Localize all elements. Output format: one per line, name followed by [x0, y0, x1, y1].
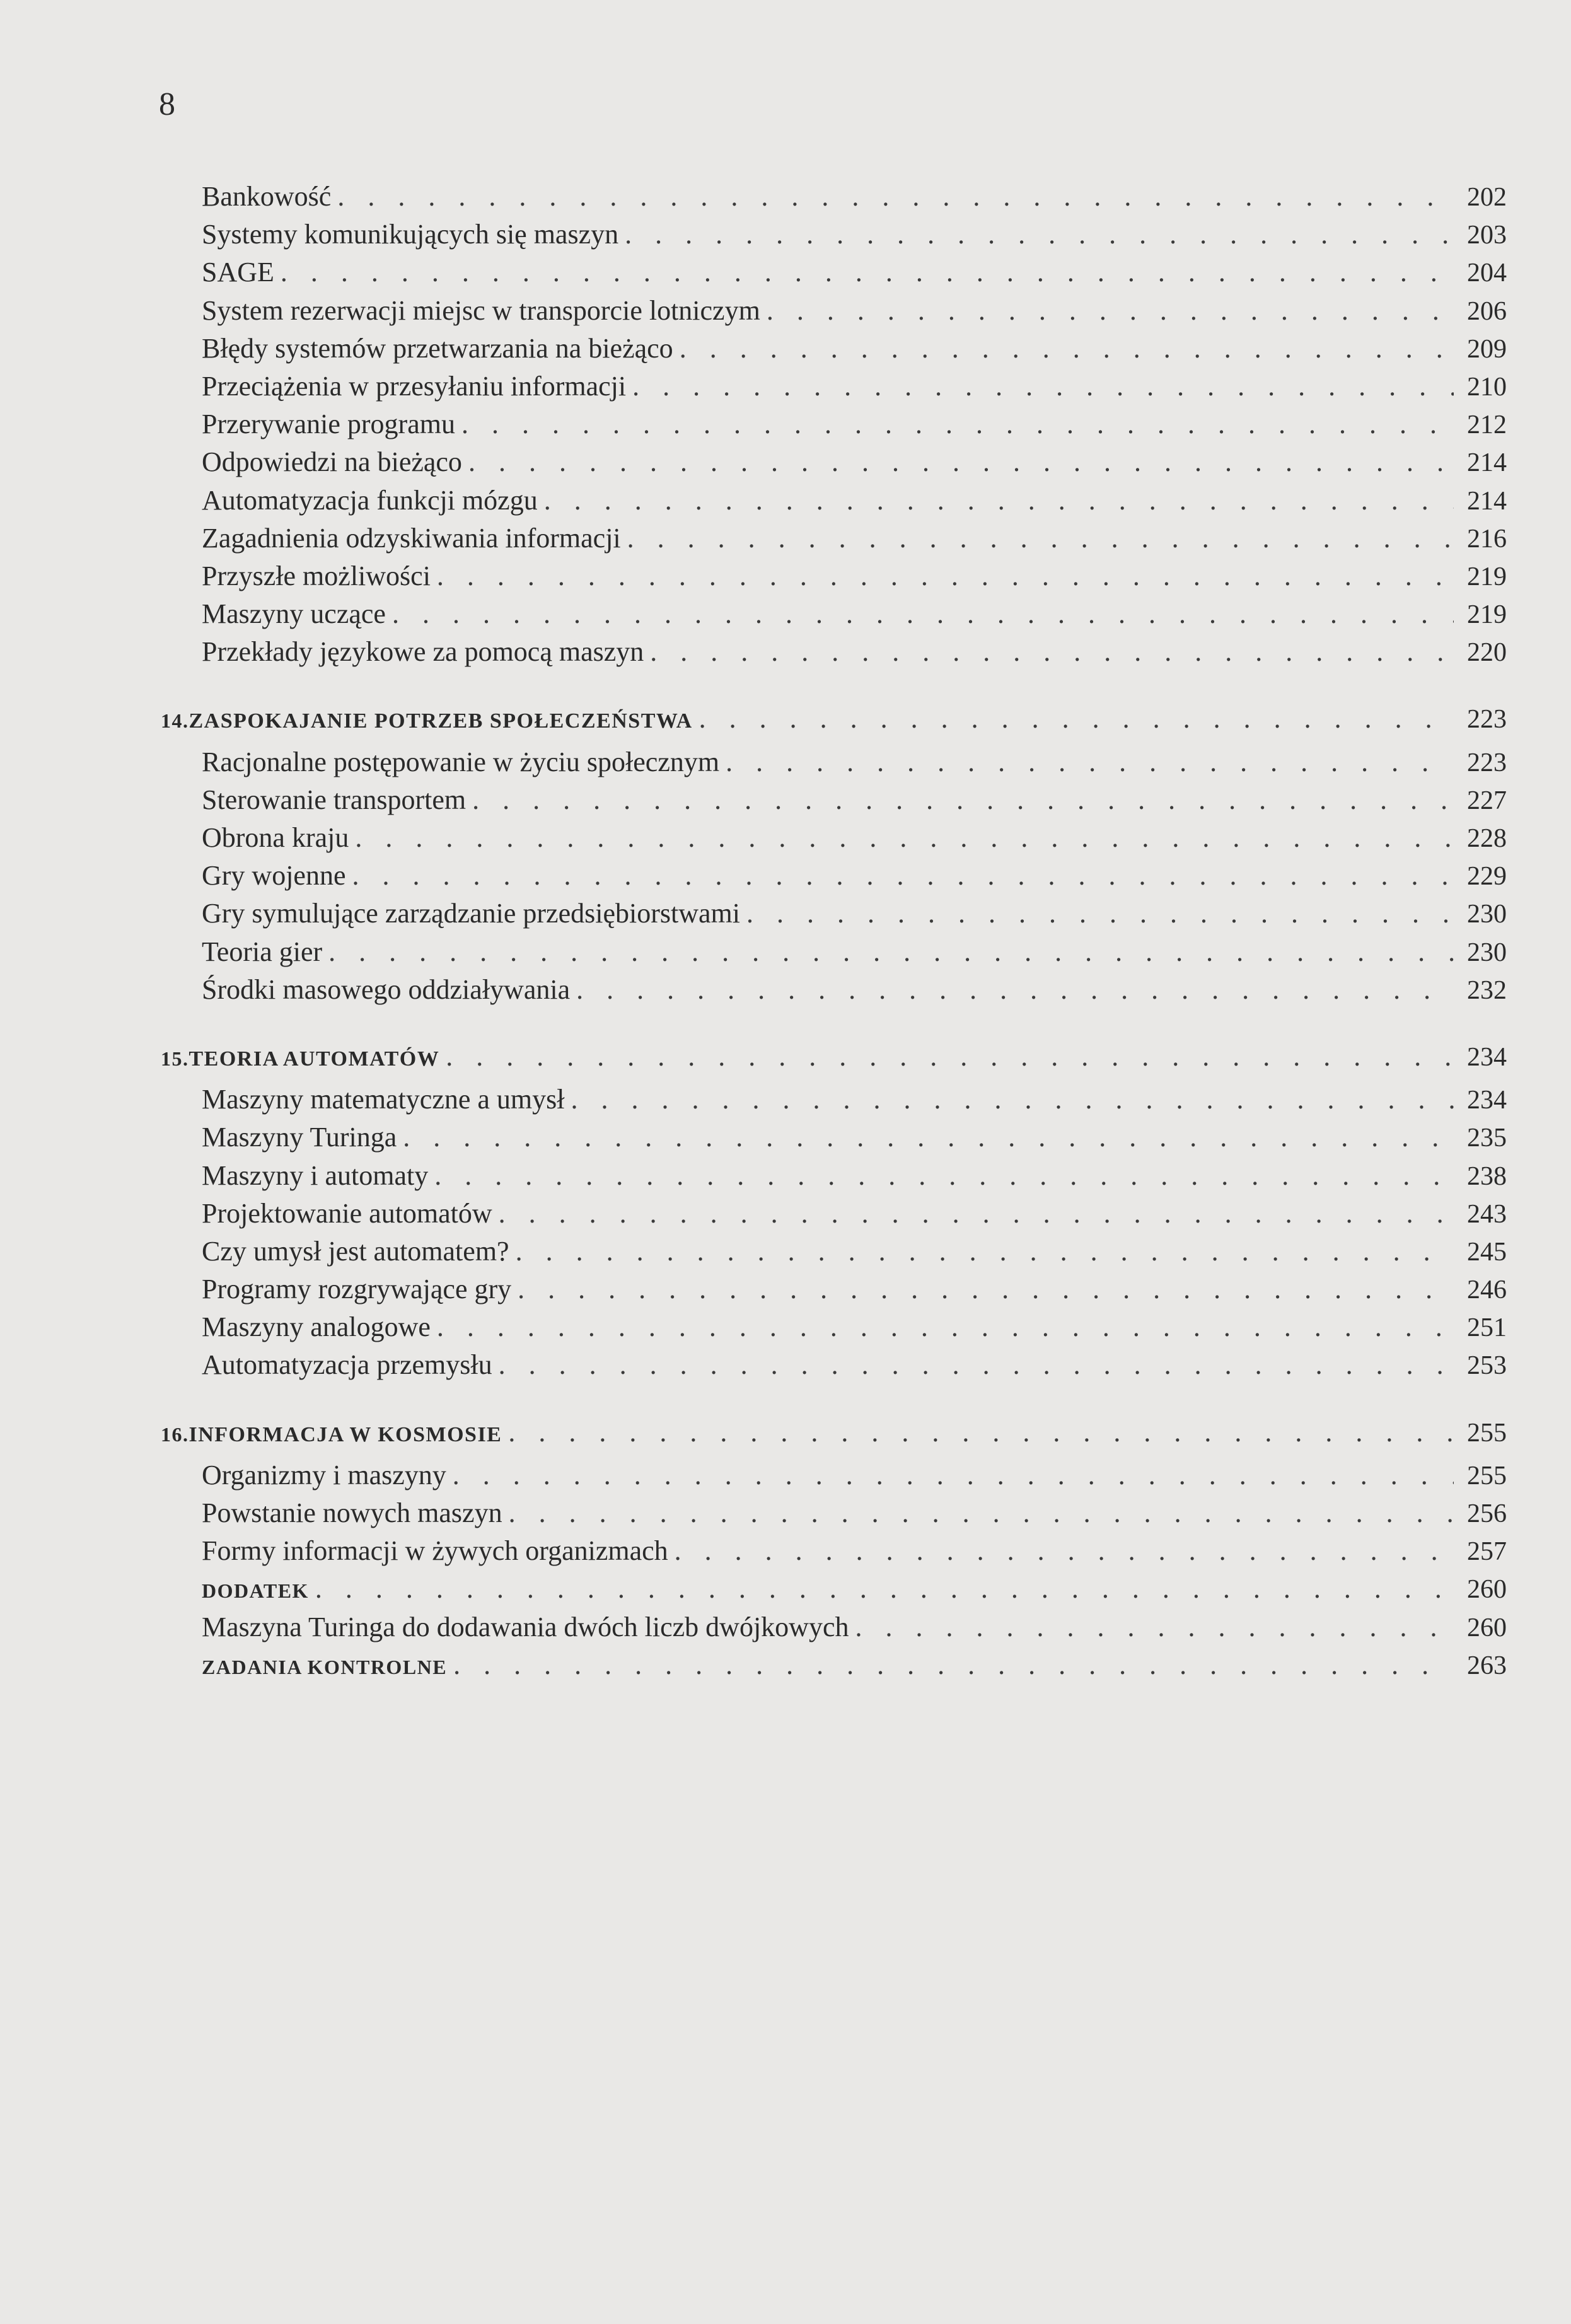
- toc-entry-page: 202: [1467, 183, 1507, 212]
- dot-leader: [632, 368, 1454, 405]
- dot-leader: [699, 700, 1454, 738]
- dot-leader: [508, 1414, 1454, 1451]
- dot-leader: [509, 1494, 1454, 1532]
- toc-entry: [161, 1081, 1507, 1118]
- dot-leader: [544, 482, 1454, 520]
- toc-entry-title: Gry symulujące zarządzanie przedsiębiorstwami: [202, 898, 740, 929]
- dot-leader: [352, 857, 1454, 895]
- chapter-title: INFORMACJA W KOSMOSIE: [188, 1422, 502, 1446]
- toc-entry: [161, 482, 1507, 520]
- toc-entry-title: Maszyny matematyczne a umysł: [202, 1084, 565, 1115]
- toc-entry: [161, 895, 1507, 933]
- chapter-title: ZASPOKAJANIE POTRZEB SPOŁECZEŃSTWA: [188, 709, 693, 733]
- toc-entry-page: 212: [1467, 410, 1507, 440]
- toc-entry-page: 251: [1467, 1313, 1507, 1343]
- toc-entry: [161, 1233, 1507, 1270]
- dot-leader: [281, 253, 1454, 291]
- toc-entry: [161, 557, 1507, 595]
- chapter-page: 255: [1467, 1418, 1507, 1448]
- toc-entry: [161, 781, 1507, 819]
- dot-leader: [453, 1646, 1454, 1684]
- toc-entry-page: 209: [1467, 334, 1507, 364]
- toc-entry-page: 255: [1467, 1461, 1507, 1490]
- toc-entry-page: 238: [1467, 1161, 1507, 1191]
- dot-leader: [453, 1456, 1454, 1494]
- toc-entry-title: Projektowanie automatów: [202, 1197, 492, 1229]
- toc-entry-page: 214: [1467, 448, 1507, 478]
- dot-leader: [571, 1081, 1454, 1118]
- dot-leader: [337, 178, 1454, 216]
- toc-entry-title: Przyszłe możliwości: [202, 560, 431, 591]
- toc-entry-page: 214: [1467, 486, 1507, 516]
- toc-entry-title: Organizmy i maszyny: [202, 1459, 446, 1490]
- dot-leader: [625, 216, 1454, 253]
- dot-leader: [392, 595, 1454, 633]
- toc-entry-title: Bankowość: [202, 181, 332, 212]
- toc-entry-title: Zagadnienia odzyskiwania informacji: [202, 522, 621, 554]
- toc-entry: [161, 1494, 1507, 1532]
- dot-leader: [315, 1570, 1454, 1608]
- dot-leader: [518, 1270, 1454, 1308]
- toc-entry: [161, 443, 1507, 481]
- toc-entry-title: Środki masowego oddziaływania: [202, 973, 571, 1005]
- toc-entry-page: 206: [1467, 296, 1507, 326]
- toc-entry-title: Maszyny analogowe: [202, 1311, 431, 1343]
- toc-entry-title: Systemy komunikujących się maszyn: [202, 219, 619, 250]
- exercises-heading: [161, 1646, 1507, 1684]
- toc-entry-page: 227: [1467, 786, 1507, 815]
- toc-entry-title: Obrona kraju: [202, 822, 349, 853]
- toc-entry-page: 232: [1467, 975, 1507, 1005]
- dot-leader: [576, 971, 1454, 1009]
- dot-leader: [403, 1118, 1454, 1156]
- dot-leader: [328, 933, 1454, 971]
- toc-entry-title: Czy umysł jest automatem?: [202, 1235, 509, 1267]
- toc-entry-page: 230: [1467, 900, 1507, 929]
- dot-leader: [726, 743, 1454, 781]
- dot-leader: [767, 292, 1454, 330]
- page-number: 8: [159, 86, 175, 122]
- toc-entry: [161, 1456, 1507, 1494]
- exercises-title: ZADANIA KONTROLNE: [202, 1655, 448, 1678]
- chapter-title: TEORIA AUTOMATÓW: [188, 1047, 440, 1071]
- dot-leader: [680, 330, 1454, 368]
- toc-entry-page: 219: [1467, 562, 1507, 591]
- chapter-heading-16: [161, 1414, 1507, 1451]
- toc-entry-title: Przeciążenia w przesyłaniu informacji: [202, 370, 627, 402]
- toc-entry: [161, 178, 1507, 216]
- toc-entry-title: Błędy systemów przetwarzania na bieżąco: [202, 332, 673, 364]
- toc-entry-title: Formy informacji w żywych organizmach: [202, 1535, 668, 1567]
- toc-entry: [161, 1195, 1507, 1233]
- toc-entry: [161, 520, 1507, 557]
- chapter-number: 16.: [161, 1422, 189, 1446]
- dot-leader: [437, 557, 1454, 595]
- toc-entry: [161, 1346, 1507, 1384]
- toc-entry-page: 204: [1467, 259, 1507, 288]
- dot-leader: [627, 520, 1454, 557]
- toc-entry: [161, 971, 1507, 1009]
- toc-entry-page: 235: [1467, 1124, 1507, 1153]
- toc-entry-page: 220: [1467, 638, 1507, 668]
- toc-entry-title: Automatyzacja funkcji mózgu: [202, 484, 538, 516]
- toc-entry: [161, 330, 1507, 368]
- dot-leader: [675, 1532, 1454, 1570]
- table-of-contents: [161, 178, 1507, 1684]
- dot-leader: [650, 633, 1454, 671]
- toc-entry-title: SAGE: [202, 257, 274, 288]
- dot-leader: [499, 1195, 1454, 1233]
- toc-entry-title: Teoria gier: [202, 936, 323, 967]
- chapter-heading-14: [161, 700, 1507, 738]
- dot-leader: [746, 895, 1454, 933]
- toc-entry: [161, 1308, 1507, 1346]
- toc-entry: [161, 253, 1507, 291]
- toc-entry-page: 223: [1467, 748, 1507, 777]
- toc-entry-title: Powstanie nowych maszyn: [202, 1497, 502, 1528]
- toc-entry-title: Sterowanie transportem: [202, 784, 467, 815]
- chapter-number: 15.: [161, 1047, 189, 1070]
- exercises-page: 263: [1467, 1651, 1507, 1680]
- toc-entry-page: 230: [1467, 938, 1507, 967]
- toc-entry: [161, 857, 1507, 895]
- toc-entry-title: Maszyna Turinga do dodawania dwóch liczb dwójkowych: [202, 1611, 849, 1642]
- dot-leader: [472, 781, 1454, 819]
- toc-entry-page: 253: [1467, 1351, 1507, 1381]
- chapter-number: 14.: [161, 709, 189, 733]
- toc-entry-page: 210: [1467, 372, 1507, 402]
- toc-entry-page: 246: [1467, 1275, 1507, 1305]
- dot-leader: [855, 1608, 1454, 1646]
- toc-entry: [161, 595, 1507, 633]
- toc-entry-page: 203: [1467, 221, 1507, 250]
- toc-entry: [161, 368, 1507, 405]
- dot-leader: [468, 443, 1454, 481]
- toc-entry-title: Maszyny Turinga: [202, 1122, 397, 1153]
- toc-entry: [161, 1270, 1507, 1308]
- toc-entry-title: Gry wojenne: [202, 860, 346, 892]
- toc-entry-page: 260: [1467, 1613, 1507, 1642]
- toc-entry-title: Maszyny i automaty: [202, 1159, 429, 1191]
- toc-entry-title: Automatyzacja przemysłu: [202, 1349, 492, 1381]
- toc-entry: [161, 216, 1507, 253]
- toc-entry-title: Odpowiedzi na bieżąco: [202, 446, 462, 478]
- toc-entry-page: 229: [1467, 862, 1507, 892]
- appendix-heading: [161, 1570, 1507, 1608]
- toc-entry: [161, 1157, 1507, 1195]
- toc-entry: [161, 292, 1507, 330]
- appendix-title: DODATEK: [202, 1579, 309, 1603]
- toc-entry-page: 257: [1467, 1537, 1507, 1567]
- toc-entry-page: 219: [1467, 600, 1507, 630]
- chapter-heading-15: [161, 1038, 1507, 1076]
- toc-entry: [161, 743, 1507, 781]
- toc-entry: [161, 933, 1507, 971]
- toc-entry: [161, 1118, 1507, 1156]
- toc-entry-page: 256: [1467, 1499, 1507, 1528]
- dot-leader: [446, 1038, 1454, 1076]
- toc-entry-page: 228: [1467, 824, 1507, 853]
- dot-leader: [461, 405, 1454, 443]
- dot-leader: [437, 1308, 1454, 1346]
- toc-entry-title: System rezerwacji miejsc w transporcie lotniczym: [202, 294, 760, 326]
- dot-leader: [355, 819, 1454, 857]
- toc-entry-page: 245: [1467, 1237, 1507, 1267]
- toc-entry-title: Maszyny uczące: [202, 598, 386, 630]
- toc-entry-title: Przekłady językowe za pomocą maszyn: [202, 636, 644, 668]
- dot-leader: [499, 1346, 1454, 1384]
- toc-entry: [161, 405, 1507, 443]
- toc-entry-page: 243: [1467, 1199, 1507, 1229]
- toc-entry-page: 234: [1467, 1086, 1507, 1115]
- toc-entry-title: Przerywanie programu: [202, 409, 455, 440]
- dot-leader: [516, 1233, 1454, 1270]
- toc-entry: [161, 819, 1507, 857]
- appendix-page: 260: [1467, 1575, 1507, 1605]
- toc-entry: [161, 1532, 1507, 1570]
- toc-entry-title: Racjonalne postępowanie w życiu społecznym: [202, 746, 720, 777]
- toc-entry: [161, 1608, 1507, 1646]
- chapter-page: 234: [1467, 1042, 1507, 1072]
- toc-entry-title: Programy rozgrywające gry: [202, 1274, 512, 1305]
- chapter-page: 223: [1467, 705, 1507, 735]
- toc-entry: [161, 633, 1507, 671]
- dot-leader: [434, 1157, 1454, 1195]
- toc-entry-page: 216: [1467, 524, 1507, 554]
